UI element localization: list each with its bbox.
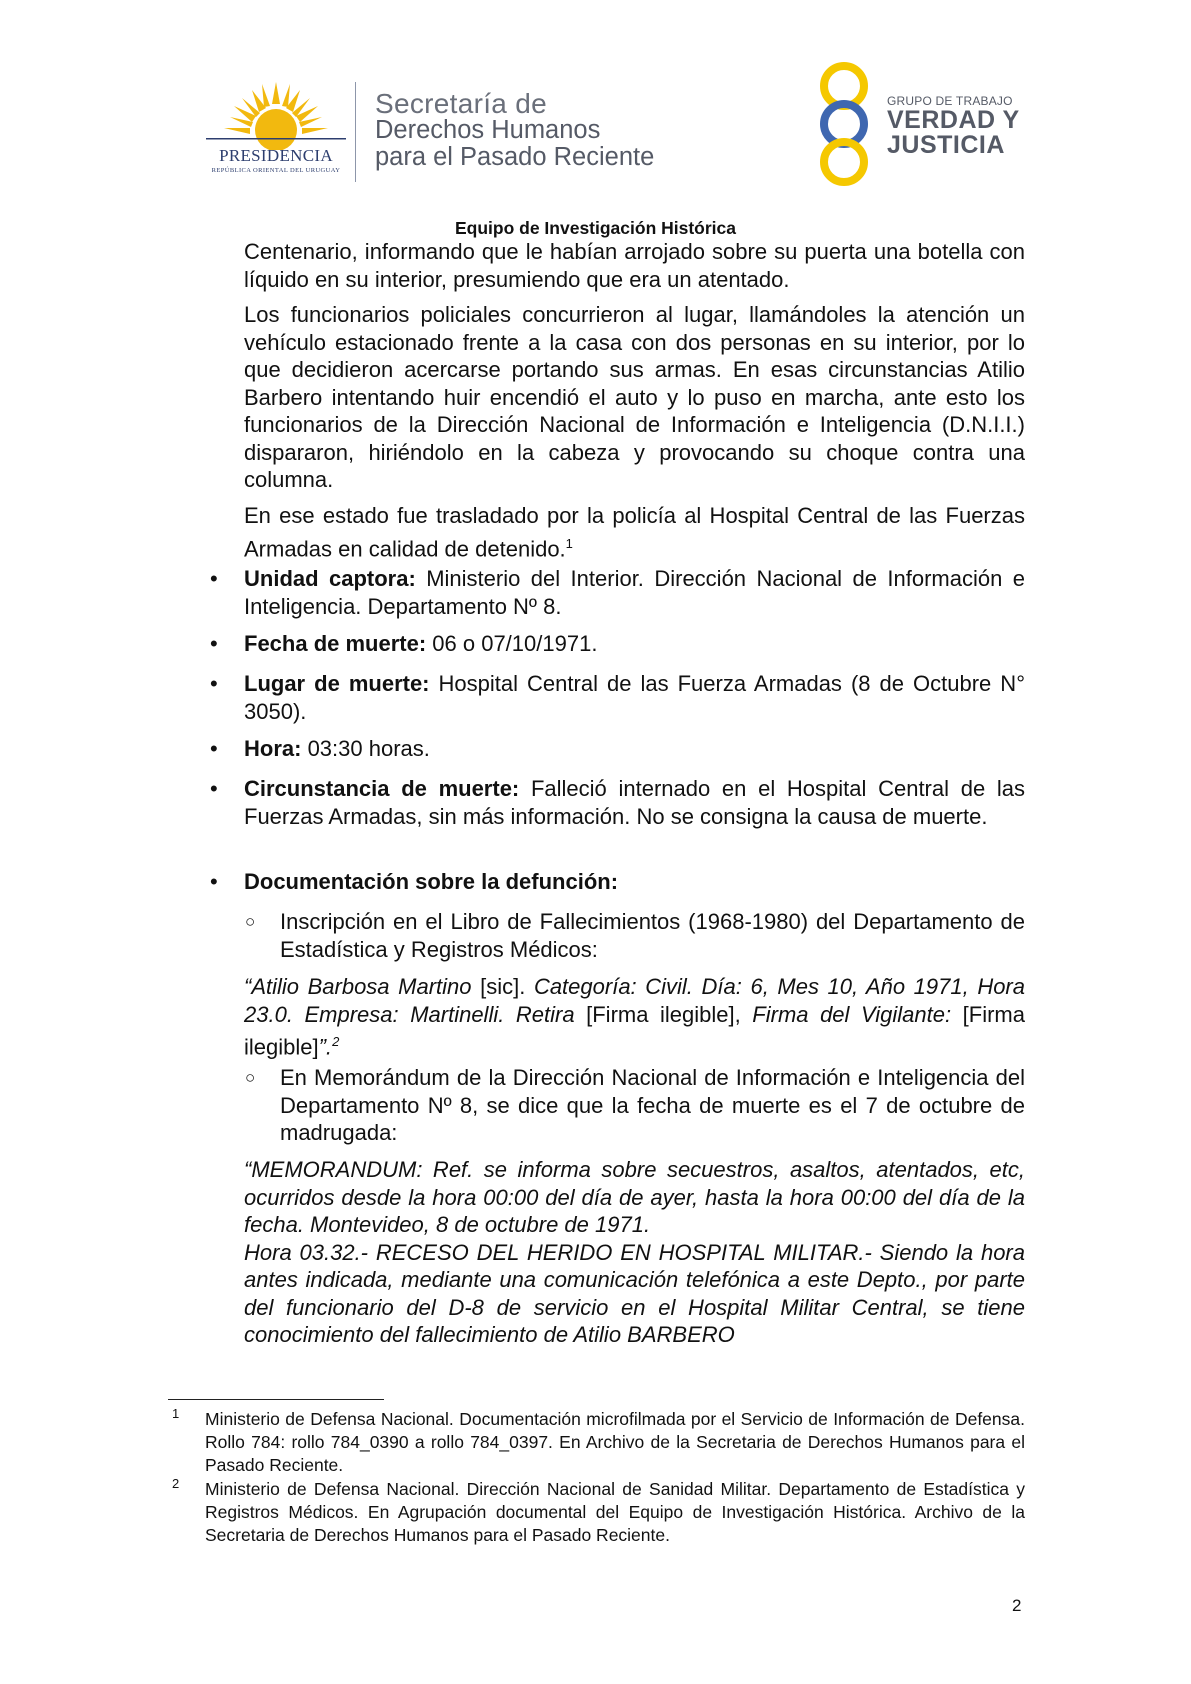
quote-memorandum xyxy=(244,1156,1025,1349)
bullet-item xyxy=(244,565,1025,620)
quote-italic: ”. xyxy=(318,1034,333,1060)
bullet-text: Hospital Central de las Fuerza Armadas (8 de Octubre N° 3050). xyxy=(244,671,1025,724)
bullet-label: Circunstancia de muerte: xyxy=(244,776,520,801)
presidencia-logo xyxy=(196,80,356,180)
header-divider xyxy=(355,82,356,182)
paragraph-text: En ese estado fue trasladado por la policía al Hospital Central de las Fuerzas Armadas en calidad de detenido. xyxy=(244,503,1025,561)
bullet-icon: • xyxy=(210,566,218,591)
bullet-item xyxy=(244,775,1025,830)
secretaria-line-1: Secretaría de xyxy=(375,88,547,119)
quote-italic: Categoría: Civil. Día: 6, Mes 10, Año 1971, Hora 23.0. Empresa: Martinelli. Retira xyxy=(244,974,1025,1027)
footnote-number: 2 xyxy=(172,1476,180,1491)
footnote-ref[interactable]: 1 xyxy=(565,535,573,551)
secretaria-title xyxy=(375,90,654,171)
bullet-label: Lugar de muerte: xyxy=(244,671,430,696)
bullet-icon: • xyxy=(210,671,218,696)
subitem: En Memorándum de la Dirección Nacional de Información e Inteligencia del Departamento Nº 8, se dice que la fecha de muerte es el 7 de octubre de madrugada: xyxy=(280,1065,1025,1145)
bullet-icon: • xyxy=(210,736,218,761)
paragraph: Centenario, informando que le habían arrojado sobre su puerta una botella con líquido en su interior, presumiendo que era un atentado. xyxy=(244,239,1025,292)
footnote-ref[interactable]: 2 xyxy=(332,1034,340,1049)
circle-bullet-icon: ○ xyxy=(245,912,256,931)
secretaria-line-3: para el Pasado Reciente xyxy=(375,143,655,171)
quote-plain: [sic]. xyxy=(471,974,534,999)
bullet-icon: • xyxy=(210,631,218,656)
bullet-label: Unidad captora: xyxy=(244,566,416,591)
subitem: Inscripción en el Libro de Fallecimientos (1968-1980) del Departamento de Estadística y Registros Médicos: xyxy=(280,909,1025,962)
bullet-text: 03:30 horas. xyxy=(301,736,430,761)
footnote-text: Ministerio de Defensa Nacional. Dirección Nacional de Sanidad Militar. Departamento de Estadística y Registros Médicos. En Agrupación documental del Equipo de Investigación Histórica. Archivo de la Secretaria de Derechos Humanos para el Pasado Reciente. xyxy=(205,1479,1025,1545)
circle-bullet-icon: ○ xyxy=(245,1068,256,1087)
grupo-line-3: JUSTICIA xyxy=(887,131,1005,159)
bullet-item xyxy=(244,868,1025,896)
bullet-label: Hora: xyxy=(244,736,302,761)
presidencia-subtitle: REPÚBLICA ORIENTAL DEL URUGUAY xyxy=(211,167,341,174)
grupo-line-2: VERDAD Y xyxy=(887,106,1020,134)
bullet-icon: • xyxy=(210,776,218,801)
linked-rings-icon xyxy=(810,62,878,186)
quote-italic: Firma del Vigilante: xyxy=(752,1001,952,1027)
quote-memorandum-line: “MEMORANDUM: Ref. se informa sobre secuestros, asaltos, atentados, etc, ocurridos desde la hora 00:00 del día de ayer, hasta la hora 00:00 del día de la fecha. Montevideo, 8 de octubre de 1971. xyxy=(244,1157,1025,1237)
quote-plain: [Firma ilegible], xyxy=(574,1001,753,1027)
page-number: 2 xyxy=(1012,1596,1022,1615)
footnote-separator xyxy=(168,1399,384,1400)
quote-libro-fallecimientos xyxy=(244,973,1025,1061)
footnote-text: Ministerio de Defensa Nacional. Documentación microfilmada por el Servicio de Información de Defensa. Rollo 784: rollo 784_0390 a rollo 784_0397. En Archivo de la Secretaria de Derechos Humanos para el Pasado Reciente. xyxy=(205,1409,1025,1475)
bullet-label: Fecha de muerte: xyxy=(244,631,427,656)
quote-italic: “Atilio Barbosa Martino xyxy=(244,974,472,999)
grupo-line-1: GRUPO DE TRABAJO xyxy=(887,94,1013,108)
bullet-item xyxy=(244,735,1025,763)
bullet-text: Falleció internado en el Hospital Central de las Fuerzas Armadas, sin más información. No se consigna la causa de muerte. xyxy=(244,776,1025,829)
bullet-text: Ministerio del Interior. Dirección Nacional de Información e Inteligencia. Departamento Nº 8. xyxy=(244,566,1025,619)
secretaria-line-2: Derechos Humanos xyxy=(375,116,601,144)
bullet-item xyxy=(244,670,1025,725)
bullet-label: Documentación sobre la defunción: xyxy=(244,869,619,894)
sun-emblem-icon xyxy=(196,80,356,150)
bullet-icon: • xyxy=(210,869,218,894)
footnote-number: 1 xyxy=(172,1406,180,1421)
bullet-text: 06 o 07/10/1971. xyxy=(426,631,598,656)
quote-plain: [Firma ilegible] xyxy=(244,1001,1025,1060)
grupo-trabajo-logo-text xyxy=(887,94,1020,158)
paragraph xyxy=(244,502,1025,562)
presidencia-name: PRESIDENCIA xyxy=(219,146,333,165)
quote-memorandum-line: Hora 03.32.- RECESO DEL HERIDO EN HOSPITAL MILITAR.- Siendo la hora antes indicada, mediante una comunicación telefónica a este Depto., por parte del funcionario del D-8 de servicio en el Hospital Militar Central, se tiene conocimiento del fallecimiento de Atilio BARBERO xyxy=(244,1239,1025,1347)
team-title: Equipo de Investigación Histórica xyxy=(454,218,737,238)
paragraph: Los funcionarios policiales concurrieron al lugar, llamándoles la atención un vehículo estacionado frente a la casa con dos personas en su interior, por lo que decidieron acercarse portando sus armas. En esas circunstancias Atilio Barbero intentando huir encendió el auto y lo puso en marcha, ante esto los funcionarios de la Dirección Nacional de Información e Inteligencia (D.N.I.I.) dispararon, hiriéndolo en la cabeza y provocando su choque contra una columna. xyxy=(244,302,1025,492)
bullet-item xyxy=(244,630,1025,658)
